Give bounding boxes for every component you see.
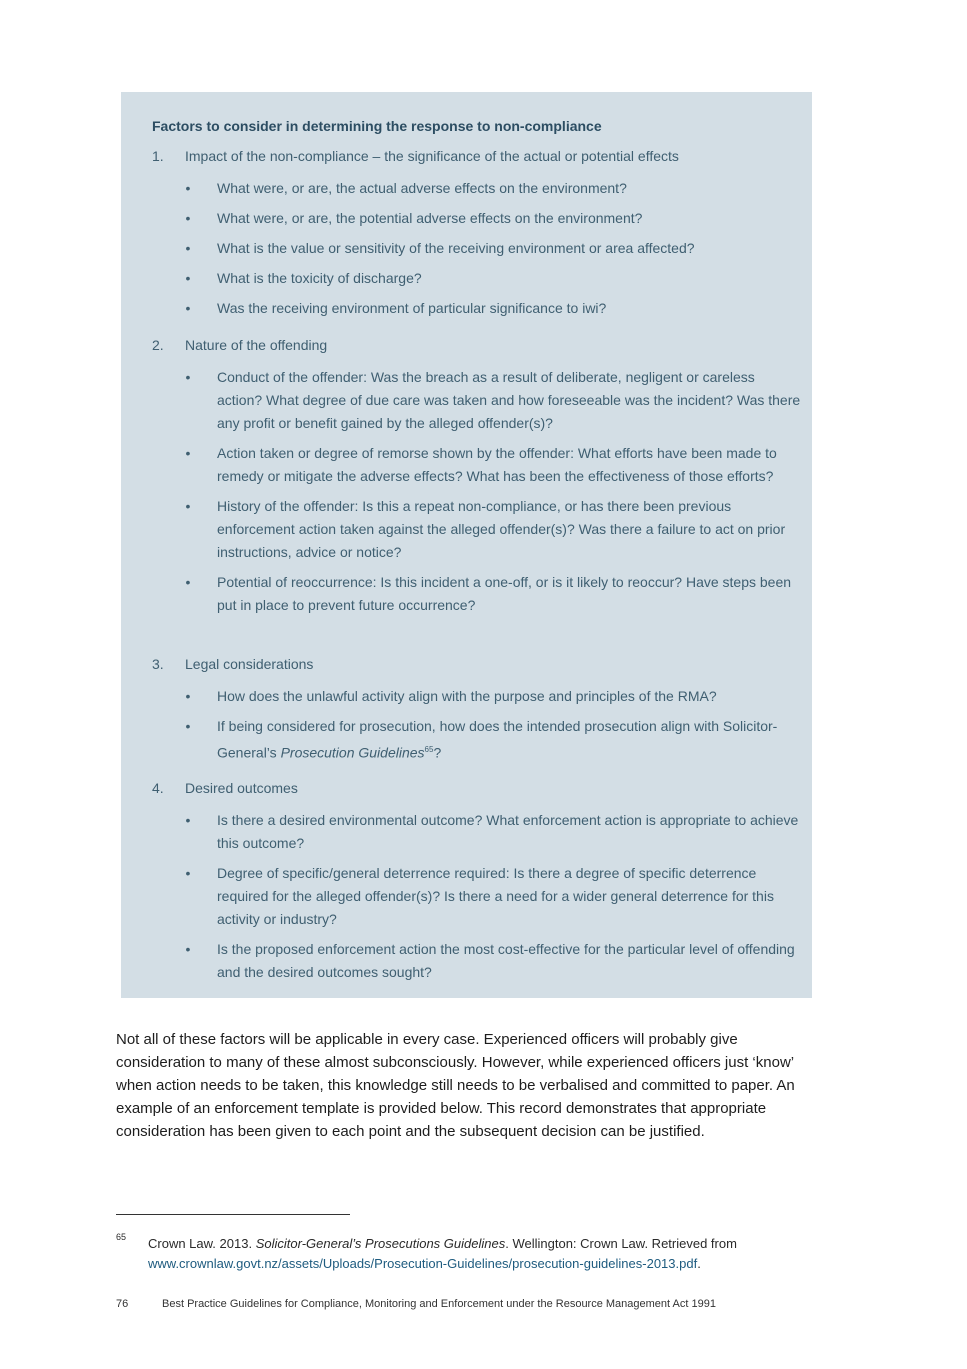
page-number: 76 <box>116 1298 129 1310</box>
list-item: • How does the unlawful activity align with the purpose and principles of the RMA? <box>185 688 717 704</box>
footnote-text: Crown Law. 2013. Solicitor-General’s Prosecutions Guidelines. Wellington: Crown Law. Retrieved from www.crownlaw.govt.nz/assets/Uploads/Prosecution-Guidelines/prosecution-guidelines-2013.pdf. <box>148 1236 737 1271</box>
list-item: • Was the receiving environment of particular significance to iwi? <box>185 300 607 316</box>
section-title: Impact of the non-compliance – the significance of the actual or potential effects <box>185 148 679 164</box>
footer-title: Best Practice Guidelines for Compliance, Monitoring and Enforcement under the Resource Management Act 1991 <box>162 1298 716 1310</box>
footnote-ref[interactable]: 65 <box>424 745 434 754</box>
section-title: Nature of the offending <box>185 337 328 353</box>
list-item: • What were, or are, the potential adverse effects on the environment? <box>185 210 643 226</box>
bullet-list <box>152 685 802 772</box>
list-item: • Action taken or degree of remorse shown by the offender: What efforts have been made to remedy or mitigate the adverse effects? What has been the effectiveness of those efforts? <box>185 445 777 484</box>
list-item: • Degree of specific/general deterrence required: Is there a degree of specific deterrence required for the alleged offender(s)? Is there a need for a wider general deterrence for this activity or industry? <box>185 865 774 927</box>
section-title: Legal considerations <box>185 656 314 672</box>
section-number: 2. <box>152 337 164 353</box>
guidelines-title: Prosecution Guidelines <box>280 744 425 761</box>
footnote-number: 65 <box>116 1232 127 1242</box>
list-item: • History of the offender: Is this a repeat non-compliance, or has there been previous enforcement action taken against the alleged offender(s)? Was there a failure to act on prior instructions, advice or notice? <box>185 498 786 560</box>
bullet-list <box>152 809 802 991</box>
box-heading: Factors to consider in determining the response to non-compliance <box>152 118 602 134</box>
list-item: • What were, or are, the actual adverse effects on the environment? <box>185 180 627 196</box>
bullet-list <box>152 366 802 624</box>
list-item: • Is the proposed enforcement action the most cost-effective for the particular level of offending and the desired outcomes sought? <box>185 941 795 980</box>
section-number: 1. <box>152 148 164 164</box>
footnote-link[interactable]: www.crownlaw.govt.nz/assets/Uploads/Prosecution-Guidelines/prosecution-guidelines-2013.pdf <box>148 1256 698 1271</box>
list-item: • What is the toxicity of discharge? <box>185 270 422 286</box>
bullet-list <box>152 177 802 327</box>
list-item: • Is there a desired environmental outcome? What enforcement action is appropriate to achieve this outcome? <box>185 812 799 851</box>
list-item: • Conduct of the offender: Was the breach as a result of deliberate, negligent or careless action? What degree of due care was taken and how foreseeable was the incident? Was there any profit or benefit gained by the alleged offender(s)? <box>185 369 801 431</box>
section-title: Desired outcomes <box>185 780 298 796</box>
footnote-divider <box>116 1214 350 1215</box>
list-item: • If being considered for prosecution, how does the intended prosecution align with Solicitor-General’s Prosecution Guidelines$^{65}$? <box>185 718 778 761</box>
section-number: 3. <box>152 656 164 672</box>
section-number: 4. <box>152 780 164 796</box>
body-paragraph: Not all of these factors will be applicable in every case. Experienced officers will probably give consideration to many of these almost subconsciously. However, while experienced officers just ‘know’ when action needs to be taken, this knowledge still needs to be verbalised and committed to paper. An example of an enforcement template is provided below. This record demonstrates that appropriate consideration has been given to each point and the subsequent decision can be justified. <box>116 1031 795 1140</box>
list-item: • What is the value or sensitivity of the receiving environment or area affected? <box>185 240 695 256</box>
list-item: • Potential of reoccurrence: Is this incident a one-off, or is it likely to reoccur? Have steps been put in place to prevent future occurrence? <box>185 574 792 613</box>
factors-box <box>121 92 812 998</box>
